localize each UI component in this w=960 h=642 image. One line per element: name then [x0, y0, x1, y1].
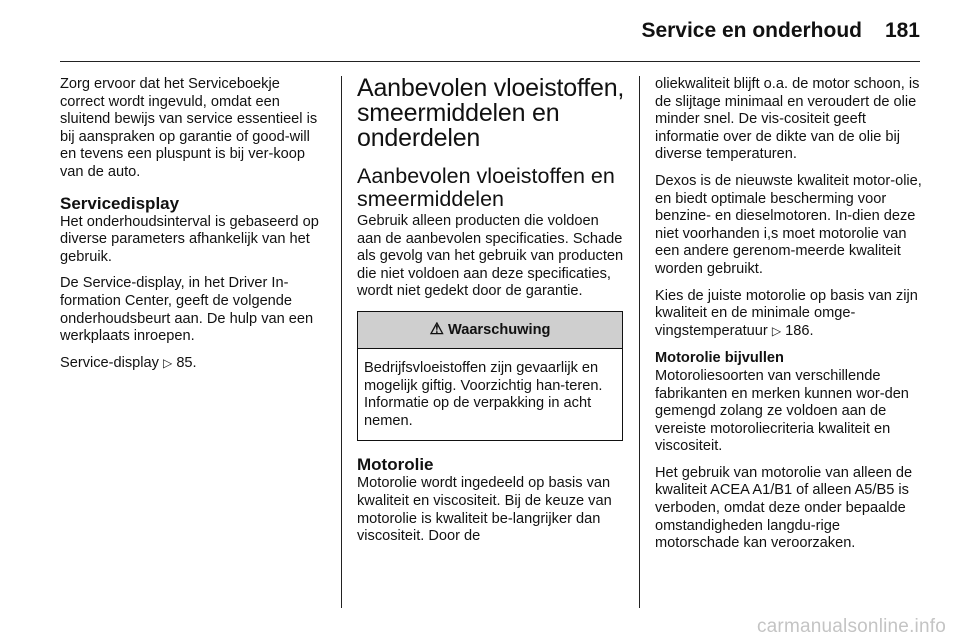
paragraph-ref: [60, 355, 324, 373]
paragraph-motorolie: Motorolie wordt ingedeeld op basis van kwaliteit en viscositeit. Bij de keuze van motorolie is kwaliteit be-langrijker dan viscositeit. Door de: [357, 475, 612, 545]
heading-servicedisplay: Servicedisplay: [60, 193, 180, 213]
page-number: 181: [884, 19, 920, 42]
warning-header: [358, 312, 622, 349]
heading-motorolie: Motorolie: [357, 455, 434, 475]
paragraph-acea: Het gebruik van motorolie van alleen de kwaliteit ACEA A1/B1 of alleen A5/B5 is verboden, omdat deze onder bepaalde omstandigheden langdu-rige motorschade kan veroorzaken.: [655, 464, 913, 552]
paragraph-specs: Gebruik alleen producten die voldoen aan de aanbevolen specificaties. Schade als gevolg van het gebruik van producten die niet voldoen aan deze specificaties, wordt niet gedekt door de garantie.: [357, 213, 624, 300]
paragraph-choose-oil: [655, 288, 923, 341]
watermark-logo: carmanualsonline.info: [756, 616, 946, 637]
column-divider-1: [341, 76, 342, 608]
paragraph-mixing: Motoroliesoorten van verschillende fabrikanten en merken kunnen wor-den gemengd zolang ze voldoen aan de vereiste motoroliecriteria kwaliteit en viscositeit.: [655, 367, 909, 455]
section-title: Service en onderhoud: [641, 19, 862, 42]
warning-triangle-icon: ⚠: [429, 320, 444, 338]
warning-title: Waarschuwing: [447, 321, 551, 338]
arrow-ref-icon: ▷: [771, 323, 782, 338]
choose-oil-text: Kies de juiste motorolie op basis van zijn kwaliteit en de minimale omge-vingstemperatuur: [655, 287, 918, 339]
ref-link[interactable]: 85.: [176, 354, 197, 371]
ref-link[interactable]: 186.: [785, 322, 814, 339]
ref-text: Service-display: [60, 354, 159, 371]
column-2: [357, 76, 625, 555]
paragraph-dic: De Service-display, in het Driver In-formation Center, geeft de volgende onderhoudsbeurt aan. De hulp van een werkplaats inroepen.: [60, 275, 314, 345]
column-1: [60, 76, 324, 381]
paragraph-oil-quality: oliekwaliteit blijft o.a. de motor schoon, is de slijtage minimaal en veroudert de olie minder snel. De vis-cositeit geeft informatie over de dikte van de olie bij diverse temperaturen.: [655, 76, 920, 163]
column-divider-2: [639, 76, 640, 608]
chapter-heading: Aanbevolen vloeistoffen, smeermiddelen en onderdelen: [357, 74, 625, 152]
header-divider: [60, 61, 920, 62]
warning-text: Bedrijfsvloeistoffen zijn gevaarlijk en mogelijk giftig. Voorzichtig han-teren. Informatie op de verpakking in acht nemen.: [364, 359, 603, 429]
column-3: [655, 76, 923, 562]
intro-paragraph: Zorg ervoor dat het Serviceboekje correct wordt ingevuld, omdat een sluitend bewijs van service essentieel is bij aanspraken op garantie of good-will en tevens een pluspunt is bij ver-koop van de auto.: [60, 76, 318, 180]
page-header: [0, 0, 960, 62]
paragraph-interval: Het onderhoudsinterval is gebaseerd op diverse parameters afhankelijk van het gebruik.: [60, 213, 319, 265]
paragraph-dexos: Dexos is de nieuwste kwaliteit motor-olie, en biedt optimale bescherming voor benzine- en dieselmotoren. In-dien deze niet voorhanden i,s moet motorolie van een andere gerenom-meerde kwaliteit worden gebruikt.: [655, 172, 922, 277]
heading-bijvullen: Motorolie bijvullen: [655, 350, 784, 367]
arrow-ref-icon: ▷: [163, 355, 173, 370]
section-heading: Aanbevolen vloeistoffen en smeermiddelen: [357, 164, 615, 211]
warning-box: [357, 311, 623, 441]
